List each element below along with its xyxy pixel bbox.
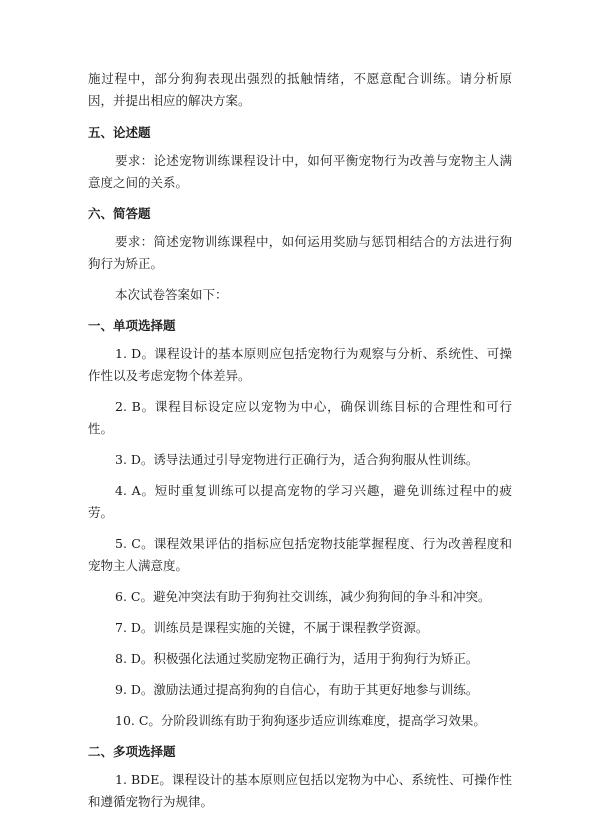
document-page — [88, 68, 512, 813]
section-5-title: 五、论述题 — [88, 125, 151, 140]
answer-item: 6. C。避免冲突法有助于狗狗社交训练，减少狗狗间的争斗和冲突。 — [115, 589, 491, 604]
answer-item: 7. D。训练员是课程实施的关键，不属于课程教学资源。 — [115, 620, 429, 635]
answer-item: 10. C。分阶段训练有助于狗狗逐步适应训练难度，提高学习效果。 — [115, 713, 486, 728]
intro-continuation: 施过程中，部分狗狗表现出强烈的抵触情绪，不愿意配合训练。请分析原因，并提出相应的解决方案。 — [88, 71, 512, 108]
answer-item: 2. B。课程目标设定应以宠物为中心，确保训练目标的合理性和可行性。 — [88, 399, 512, 436]
answer-item: 9. D。激励法通过提高狗狗的自信心，有助于其更好地参与训练。 — [115, 682, 479, 697]
answers-intro: 本次试卷答案如下： — [115, 287, 228, 302]
section-6-text: 要求：简述宠物训练课程中，如何运用奖励与惩罚相结合的方法进行狗狗行为矫正。 — [88, 234, 512, 271]
answer-item: 8. D。积极强化法通过奖励宠物正确行为，适用于狗狗行为矫正。 — [115, 651, 479, 666]
answer-item: 1. D。课程设计的基本原则应包括宠物行为观察与分析、系统性、可操作性以及考虑宠物个体差异。 — [88, 346, 512, 383]
answers-single-title: 一、单项选择题 — [88, 318, 176, 333]
answers-multi-title: 二、多项选择题 — [88, 744, 176, 759]
answer-item: 1. BDE。课程设计的基本原则应包括以宠物为中心、系统性、可操作性和遵循宠物行为规律。 — [88, 772, 512, 809]
section-5-text: 要求：论述宠物训练课程设计中，如何平衡宠物行为改善与宠物主人满意度之间的关系。 — [88, 153, 512, 190]
answer-item: 3. D。诱导法通过引导宠物进行正确行为，适合狗狗服从性训练。 — [115, 452, 479, 467]
answer-item: 5. C。课程效果评估的指标应包括宠物技能掌握程度、行为改善程度和宠物主人满意度。 — [88, 536, 512, 573]
section-6-title: 六、简答题 — [88, 206, 151, 221]
answer-item: 4. A。短时重复训练可以提高宠物的学习兴趣，避免训练过程中的疲劳。 — [88, 483, 512, 520]
